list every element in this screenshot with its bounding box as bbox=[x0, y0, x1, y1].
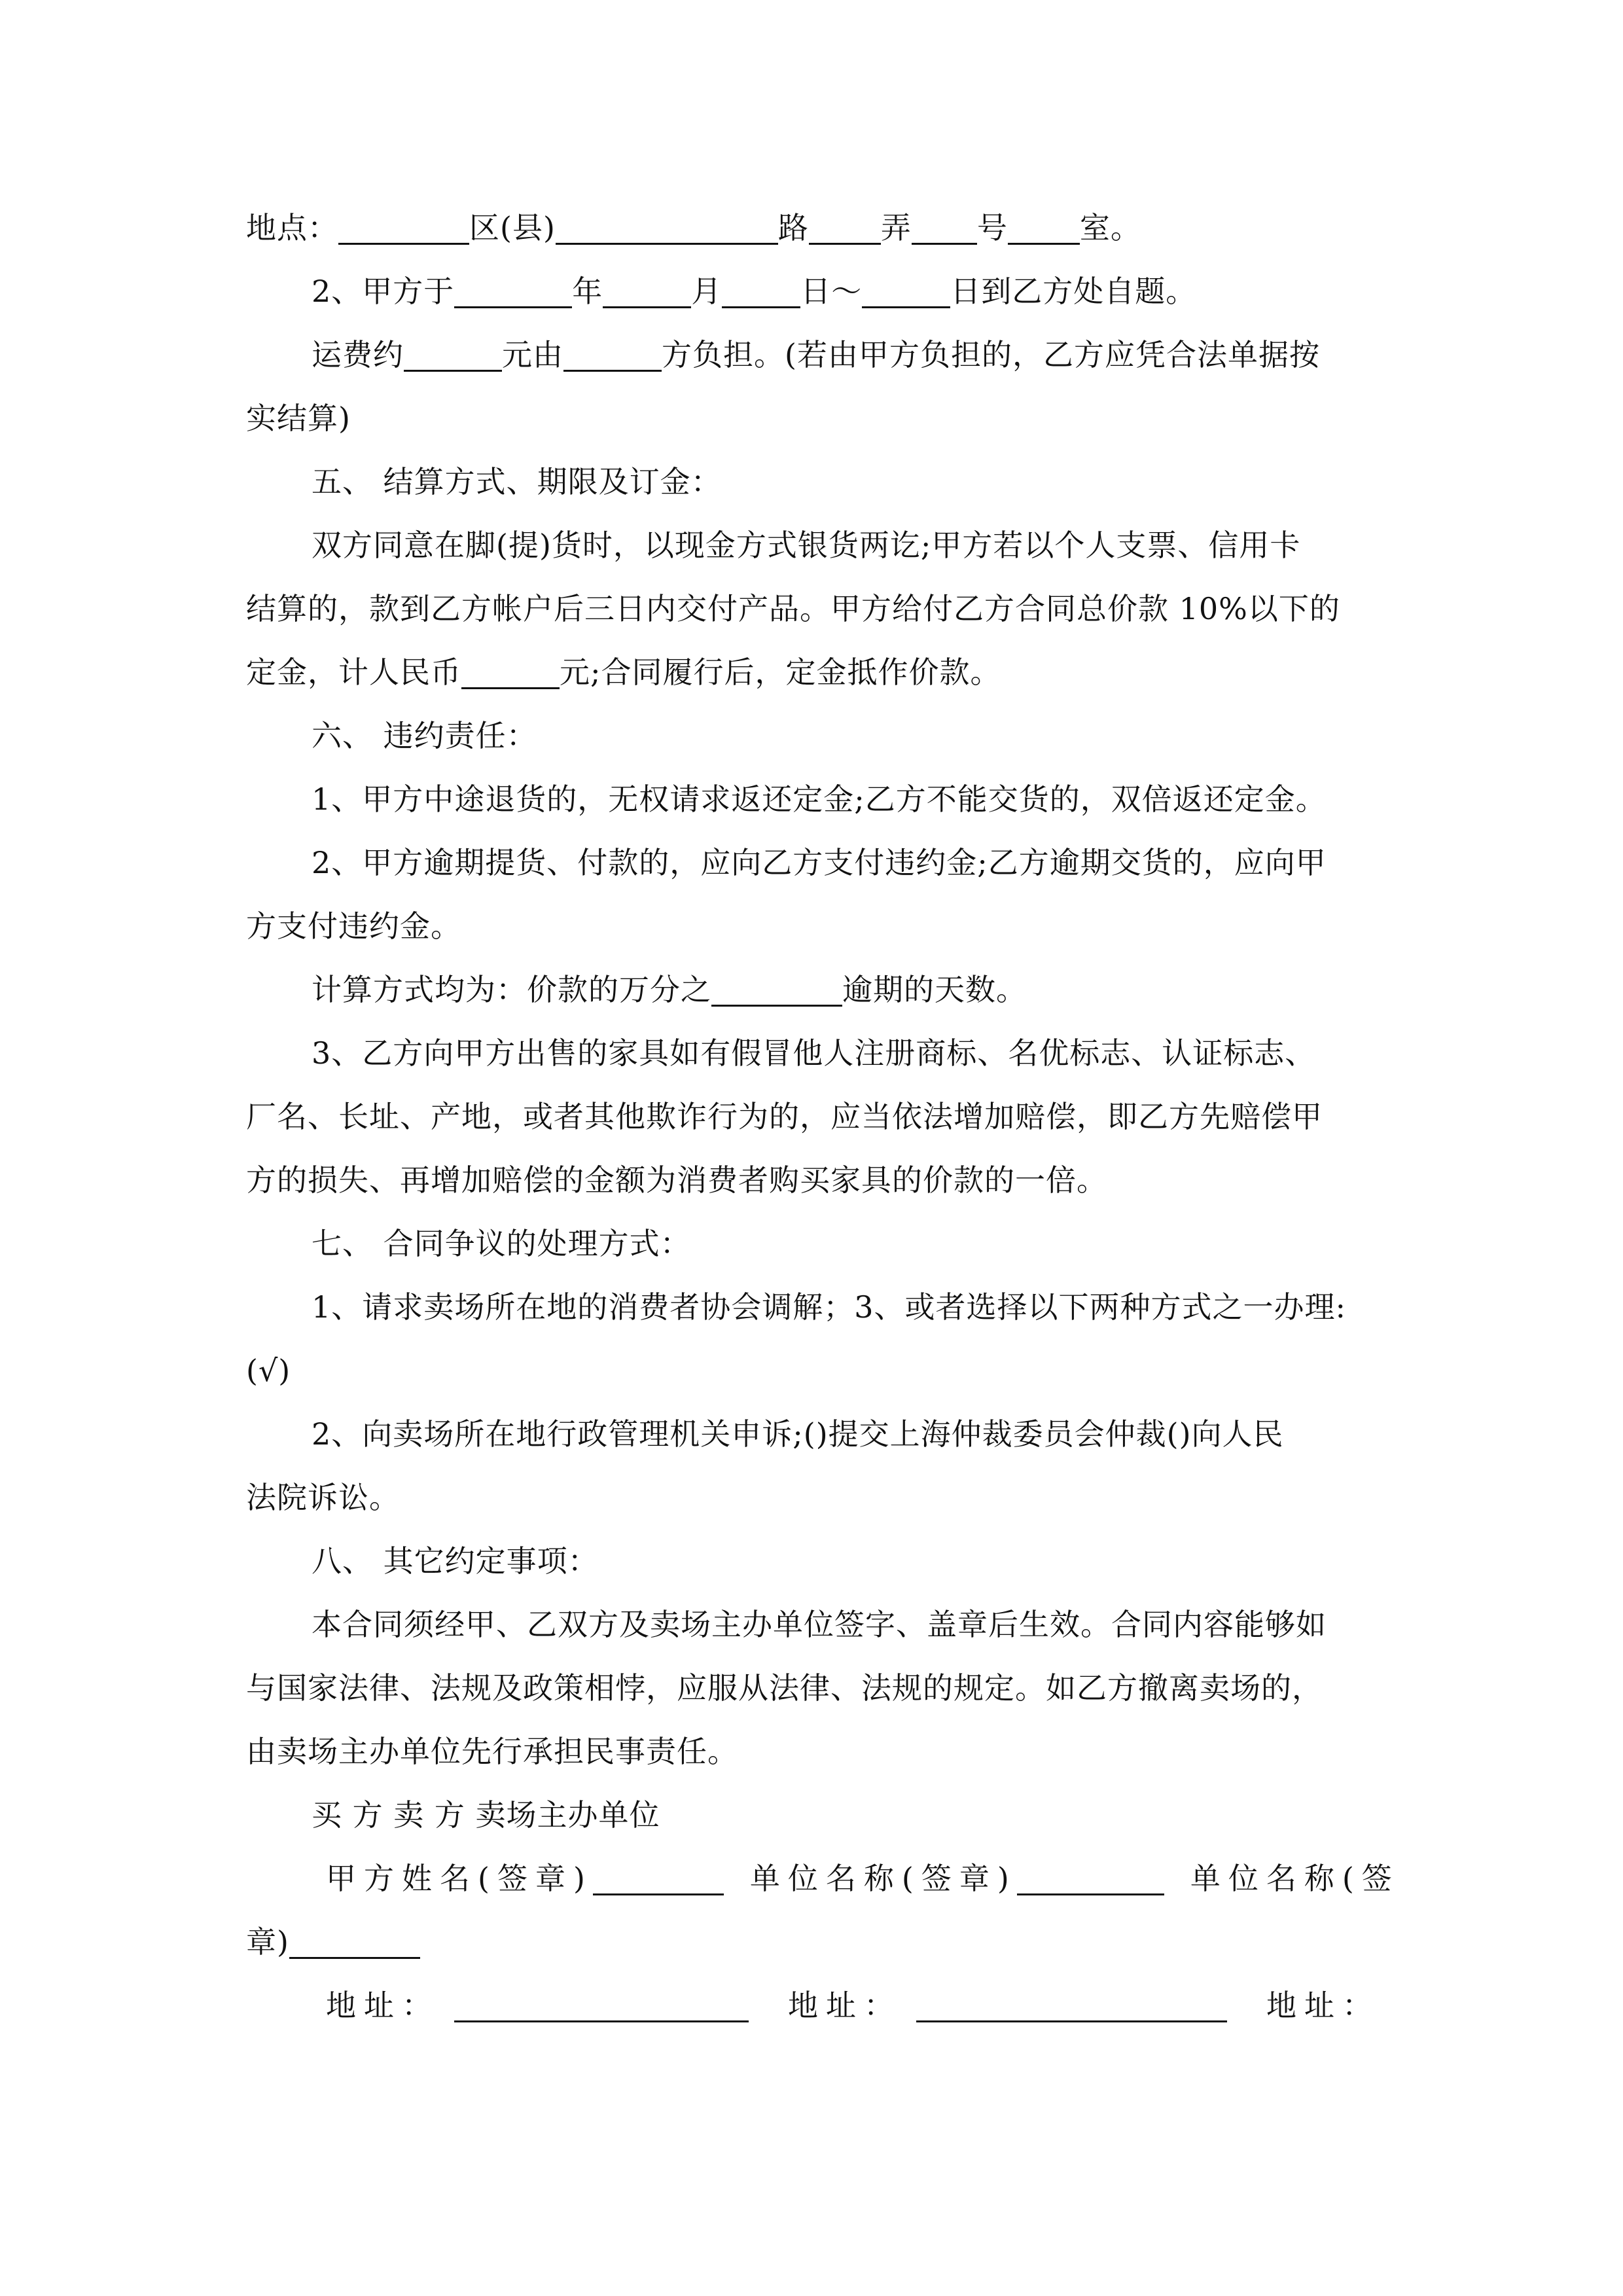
district-blank[interactable] bbox=[338, 210, 469, 245]
contract-body bbox=[246, 196, 1400, 2037]
buyer-signature-blank[interactable] bbox=[593, 1861, 724, 1895]
seller-signature-blank[interactable] bbox=[1017, 1861, 1164, 1895]
section-5-line-2: 结算的，款到乙方帐户后三日内交付产品。甲方给付乙方合同总价款 10%以下的 bbox=[246, 591, 1340, 626]
section-7-item-1-line-1: 1、请求卖场所在地的消费者协会调解；3、或者选择以下两种方式之一办理: bbox=[312, 1289, 1347, 1325]
pickup-line: 2、甲方于 年 月 日～ 日到乙方处自题。 bbox=[312, 274, 1197, 309]
section-6-item-1: 1、甲方中途退货的，无权请求返还定金;乙方不能交货的，双倍返还定金。 bbox=[312, 781, 1327, 817]
section-6-heading: 六、 违约责任： bbox=[312, 718, 537, 753]
section-5-line-3: 定金，计人民币 元;合同履行后，定金抵作价款。 bbox=[246, 655, 1001, 690]
number-blank[interactable] bbox=[912, 210, 977, 245]
day-end-blank[interactable] bbox=[862, 274, 950, 308]
address-line bbox=[246, 1974, 1385, 2037]
section-7-item-1-line-2: (√) bbox=[246, 1353, 291, 1388]
deposit-amount-blank[interactable] bbox=[461, 655, 560, 689]
section-6-item-3-line-2: 厂名、长址、产地，或者其他欺诈行为的，应当依法增加赔偿，即乙方先赔偿甲 bbox=[246, 1099, 1323, 1134]
section-6-item-2-line-1: 2、甲方逾期提货、付款的，应向乙方支付违约金;乙方逾期交货的，应向甲 bbox=[312, 845, 1327, 880]
seller-address-blank[interactable] bbox=[916, 1988, 1227, 2022]
road-blank[interactable] bbox=[556, 210, 778, 245]
penalty-rate-blank[interactable] bbox=[711, 972, 842, 1007]
section-5-heading: 五、 结算方式、期限及订金： bbox=[312, 464, 722, 499]
signature-names-line-2: 章) bbox=[246, 1910, 1385, 1974]
section-7-item-2-line-2: 法院诉讼。 bbox=[246, 1480, 400, 1515]
location-line: 地点： 区(县) 路 弄 号 室。 bbox=[246, 210, 1141, 245]
section-6-item-2-line-2: 方支付违约金。 bbox=[246, 908, 461, 944]
month-blank[interactable] bbox=[603, 274, 691, 308]
section-7-item-2-line-1: 2、向卖场所在地行政管理机关申诉;()提交上海仲裁委员会仲裁()向人民 bbox=[312, 1416, 1284, 1452]
section-7-heading: 七、 合同争议的处理方式： bbox=[312, 1226, 691, 1261]
signature-names-line: 甲方姓名(签章) 单位名称(签章) 单位名称(签 bbox=[326, 1861, 1400, 1896]
buyer-address-blank[interactable] bbox=[454, 1988, 749, 2022]
buyer-address-label: 地址： bbox=[326, 1988, 440, 2023]
signature-parties-line: 买 方 卖 方 卖场主办单位 bbox=[312, 1797, 660, 1833]
freight-line: 运费约 元由 方负担。(若由甲方负担的，乙方应凭合法单据按 bbox=[312, 337, 1320, 372]
section-5-line-1: 双方同意在脚(提)货时，以现金方式银货两讫;甲方若以个人支票、信用卡 bbox=[312, 528, 1301, 563]
host-address-label: 地址： bbox=[1266, 1988, 1380, 2023]
section-8-line-3: 由卖场主办单位先行承担民事责任。 bbox=[246, 1734, 738, 1769]
year-blank[interactable] bbox=[454, 274, 572, 308]
section-6-item-3-line-3: 方的损失、再增加赔偿的金额为消费者购买家具的价款的一倍。 bbox=[246, 1162, 1107, 1198]
section-8-line-1: 本合同须经甲、乙双方及卖场主办单位签字、盖章后生效。合同内容能够如 bbox=[312, 1607, 1327, 1642]
penalty-calc-line: 计算方式均为：价款的万分之 逾期的天数。 bbox=[312, 972, 1027, 1007]
day-start-blank[interactable] bbox=[722, 274, 800, 308]
freight-party-blank[interactable] bbox=[563, 337, 662, 372]
freight-amount-blank[interactable] bbox=[404, 337, 502, 372]
lane-blank[interactable] bbox=[809, 210, 881, 245]
seller-address-label: 地址： bbox=[788, 1988, 902, 2023]
section-8-line-2: 与国家法律、法规及政策相悖，应服从法律、法规的规定。如乙方撤离卖场的， bbox=[246, 1670, 1323, 1706]
section-6-item-3-line-1: 3、乙方向甲方出售的家具如有假冒他人注册商标、名优标志、认证标志、 bbox=[312, 1035, 1316, 1071]
freight-line-2: 实结算) bbox=[246, 401, 351, 436]
host-signature-blank[interactable] bbox=[289, 1924, 420, 1959]
section-8-heading: 八、 其它约定事项： bbox=[312, 1543, 599, 1579]
room-blank[interactable] bbox=[1008, 210, 1080, 245]
